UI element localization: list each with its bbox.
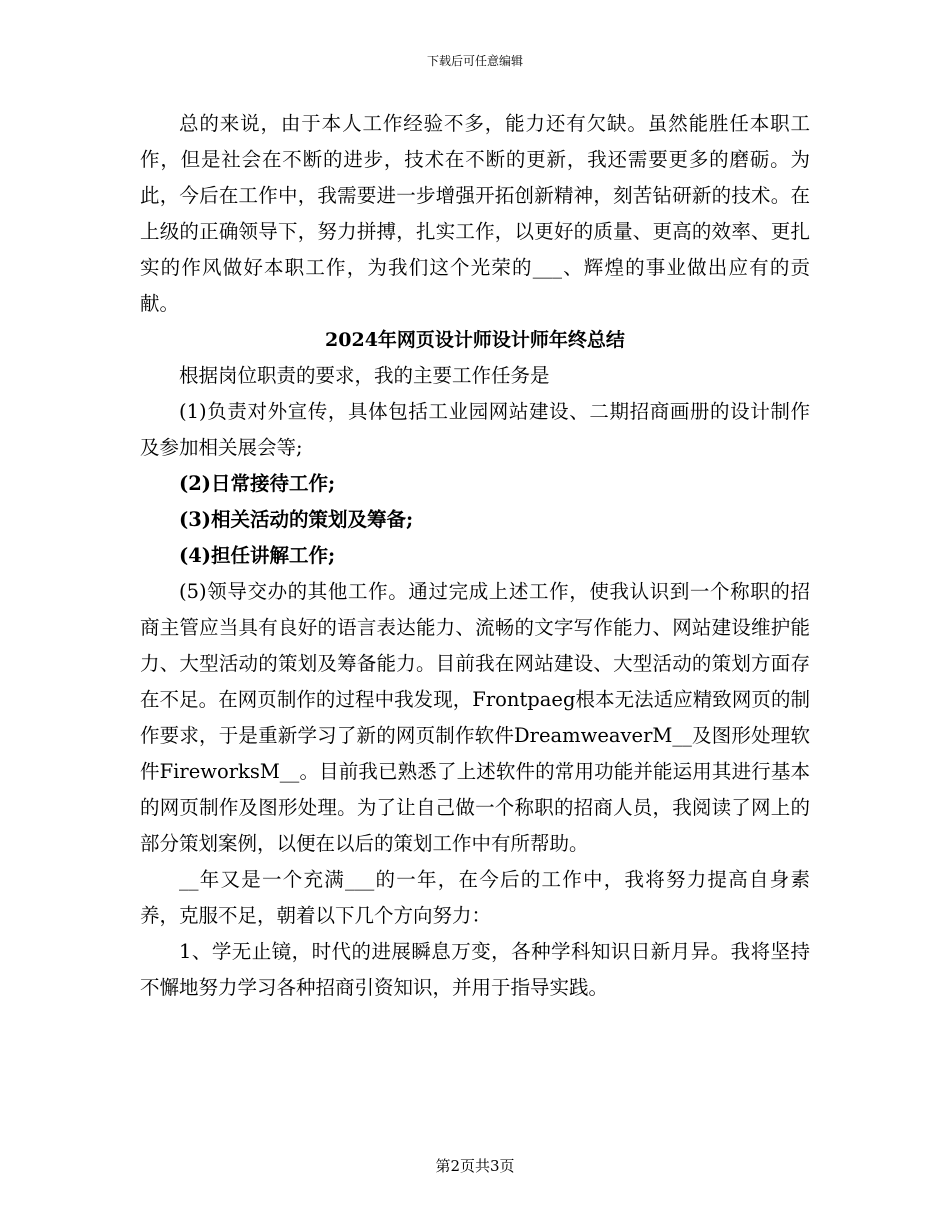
paragraph-outlook: __年又是一个充满___的一年，在今后的工作中，我将努力提高自身素养，克服不足，朝着以下几个方向努力： bbox=[140, 868, 810, 927]
paragraph-intro: 根据岗位职责的要求，我的主要工作任务是 bbox=[179, 364, 550, 387]
document-body bbox=[140, 106, 810, 1006]
page-number: 第2页共3页 bbox=[435, 1157, 515, 1175]
list-item-3: (3)相关活动的策划及筹备; bbox=[179, 508, 414, 531]
paragraph-goal-1: 1、学无止镜，时代的进展瞬息万变，各种学科知识日新月异。我将坚持不懈地努力学习各种招商引资知识，并用于指导实践。 bbox=[140, 940, 810, 999]
document-title: 2024年网页设计师设计师年终总结 bbox=[325, 329, 625, 351]
list-item-5: (5)领导交办的其他工作。通过完成上述工作，使我认识到一个称职的招商主管应当具有良好的语言表达能力、流畅的文字写作能力、网站建设维护能力、大型活动的策划及筹备能力。目前我在网站建设、大型活动的策划方面存在不足。在网页制作的过程中我发现，Frontpaeg根本无法适应精致网页的制作要求，于是重新学习了新的网页制作软件DreamweaverM__及图形处理软件FireworksM__。目前我已熟悉了上述软件的常用功能并能运用其进行基本的网页制作及图形处理。为了让自己做一个称职的招商人员，我阅读了网上的部分策划案例，以便在以后的策划工作中有所帮助。 bbox=[140, 580, 810, 855]
paragraph-summary: 总的来说，由于本人工作经验不多，能力还有欠缺。虽然能胜任本职工作，但是社会在不断的进步，技术在不断的更新，我还需要更多的磨砺。为此，今后在工作中，我需要进一步增强开拓创新精神，刻苦钻研新的技术。在上级的正确领导下，努力拼搏，扎实工作，以更好的质量、更高的效率、更扎实的作风做好本职工作，为我们这个光荣的___、辉煌的事业做出应有的贡献。 bbox=[140, 112, 810, 315]
list-item-1: (1)负责对外宣传，具体包括工业园网站建设、二期招商画册的设计制作及参加相关展会等; bbox=[140, 400, 810, 459]
list-item-4: (4)担任讲解工作; bbox=[179, 544, 336, 567]
list-item-2: (2)日常接待工作; bbox=[179, 472, 336, 495]
page-header: 下载后可任意编辑 bbox=[426, 54, 523, 68]
